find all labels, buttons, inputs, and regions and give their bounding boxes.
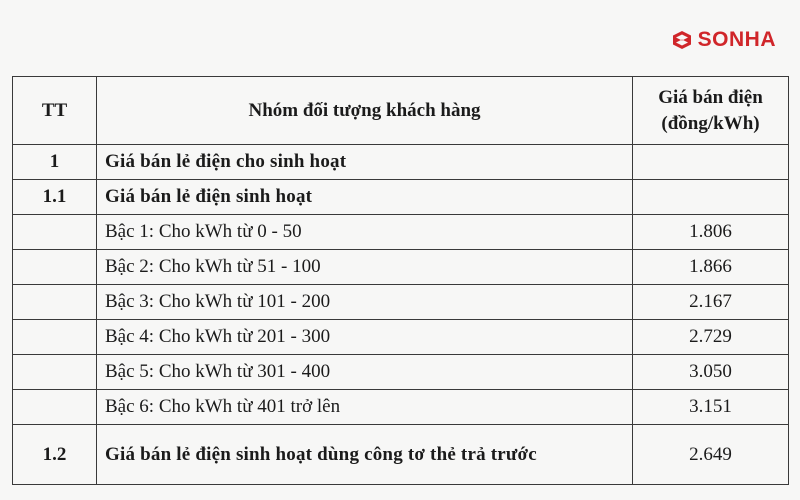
row-group: Giá bán lẻ điện sinh hoạt dùng công tơ thẻ trả trước	[97, 425, 633, 485]
row-group: Bậc 6: Cho kWh từ 401 trở lên	[97, 390, 633, 425]
row-tt: 1	[13, 145, 97, 180]
row-tt	[13, 390, 97, 425]
table-row	[13, 425, 789, 485]
row-tt: 1.2	[13, 425, 97, 485]
table-row	[13, 355, 789, 390]
row-price	[633, 180, 789, 215]
electricity-price-table	[12, 76, 789, 485]
row-group: Giá bán lẻ điện sinh hoạt	[97, 180, 633, 215]
row-group: Bậc 4: Cho kWh từ 201 - 300	[97, 320, 633, 355]
row-group: Bậc 3: Cho kWh từ 101 - 200	[97, 285, 633, 320]
row-price: 3.151	[633, 390, 789, 425]
sonha-logo-icon	[671, 30, 693, 50]
row-tt	[13, 320, 97, 355]
header-price	[633, 77, 789, 145]
header-tt: TT	[13, 77, 97, 145]
row-tt	[13, 285, 97, 320]
row-tt: 1.1	[13, 180, 97, 215]
row-group: Giá bán lẻ điện cho sinh hoạt	[97, 145, 633, 180]
row-tt	[13, 250, 97, 285]
row-price: 1.806	[633, 215, 789, 250]
brand-logo	[671, 28, 776, 52]
table-row	[13, 215, 789, 250]
row-price: 2.729	[633, 320, 789, 355]
row-group: Bậc 5: Cho kWh từ 301 - 400	[97, 355, 633, 390]
row-group: Bậc 2: Cho kWh từ 51 - 100	[97, 250, 633, 285]
table-row	[13, 320, 789, 355]
table-row	[13, 285, 789, 320]
header-price-line2: (đồng/kWh)	[661, 112, 760, 134]
row-price	[633, 145, 789, 180]
row-price: 1.866	[633, 250, 789, 285]
row-tt	[13, 215, 97, 250]
table-row	[13, 250, 789, 285]
table-row	[13, 390, 789, 425]
row-price: 2.649	[633, 425, 789, 485]
row-price: 3.050	[633, 355, 789, 390]
row-tt	[13, 355, 97, 390]
row-group: Bậc 1: Cho kWh từ 0 - 50	[97, 215, 633, 250]
table-row	[13, 145, 789, 180]
header-customer-group: Nhóm đối tượng khách hàng	[97, 77, 633, 145]
header-price-line1: Giá bán điện	[658, 86, 763, 108]
table-header-row	[13, 77, 789, 145]
table-row	[13, 180, 789, 215]
brand-name: SONHA	[697, 28, 776, 51]
row-price: 2.167	[633, 285, 789, 320]
